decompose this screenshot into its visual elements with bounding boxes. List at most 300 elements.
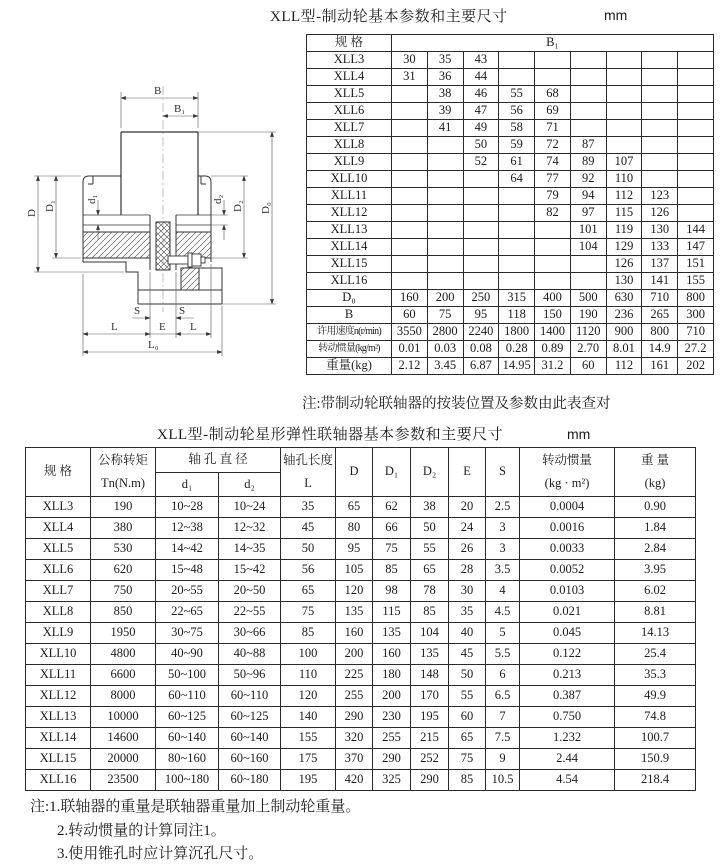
table-cell: 47 — [463, 103, 499, 120]
table-cell: 80~160 — [156, 749, 219, 770]
table-cell: 62 — [373, 497, 411, 518]
table-cell: 8.81 — [615, 602, 696, 623]
table-cell: 74.8 — [615, 707, 696, 728]
table-cell: 175 — [281, 749, 336, 770]
empty-cell — [606, 52, 642, 69]
table-cell: XLL4 — [307, 69, 392, 86]
empty-cell — [606, 103, 642, 120]
table-cell: XLL15 — [307, 256, 392, 273]
table-cell: 100 — [281, 644, 336, 665]
table-cell: 14.9 — [642, 341, 678, 358]
table-cell: 2.12 — [392, 358, 428, 375]
empty-cell — [570, 273, 606, 290]
table2-header-weight-line1: 重 量 — [640, 452, 670, 467]
table-cell: 101 — [570, 222, 606, 239]
table2-row — [26, 560, 696, 581]
table-cell: 许用速度n(r/min) — [307, 324, 392, 341]
empty-cell — [463, 205, 499, 222]
empty-cell — [499, 69, 535, 86]
table-cell: 27.2 — [678, 341, 714, 358]
dim-label-D0: D₀ — [260, 202, 272, 214]
table-cell: 4 — [486, 581, 520, 602]
table2-header-weight — [615, 448, 696, 497]
table-cell: 31.2 — [535, 358, 571, 375]
empty-cell — [392, 205, 428, 222]
table1-footer-row — [307, 324, 714, 341]
table-cell: D₀ — [307, 290, 392, 307]
table-cell: XLL16 — [307, 273, 392, 290]
empty-cell — [392, 154, 428, 171]
empty-cell — [499, 222, 535, 239]
table-cell: 43 — [463, 52, 499, 69]
table-cell: 325 — [373, 770, 411, 791]
table-cell: 1950 — [91, 623, 156, 644]
empty-cell — [570, 86, 606, 103]
empty-cell — [535, 52, 571, 69]
empty-cell — [642, 103, 678, 120]
table-cell: 170 — [411, 686, 449, 707]
table1-header-spec: 规 格 — [307, 35, 392, 52]
empty-cell — [678, 137, 714, 154]
table1-header-b1: B₁ — [392, 35, 714, 52]
table2-row — [26, 623, 696, 644]
empty-cell — [642, 154, 678, 171]
table2-header-bore-len-line1: 轴孔长度 — [283, 452, 334, 467]
table2-header-torque-line2: Tn(N.m) — [100, 475, 146, 490]
footnote-1: 注:1.联轴器的重量是联轴器重量加上制动轮重量。 — [30, 799, 361, 815]
table1-row — [307, 103, 714, 120]
table-cell: 61 — [499, 154, 535, 171]
table-cell: 320 — [336, 728, 373, 749]
table-cell: XLL14 — [26, 728, 91, 749]
table-cell: 65 — [281, 581, 336, 602]
empty-cell — [642, 137, 678, 154]
table-cell: 290 — [373, 749, 411, 770]
table-cell: 110 — [281, 665, 336, 686]
table-cell: 0.01 — [392, 341, 428, 358]
table-cell: 195 — [281, 770, 336, 791]
table-cell: 14.13 — [615, 623, 696, 644]
table-cell: XLL5 — [26, 539, 91, 560]
table-cell: 110 — [606, 171, 642, 188]
table-cell: 141 — [642, 273, 678, 290]
empty-cell — [642, 52, 678, 69]
table2-row — [26, 686, 696, 707]
dim-label-d2: d₂ — [212, 194, 224, 204]
table-cell: 36 — [427, 69, 463, 86]
table-cell: 120 — [281, 686, 336, 707]
table-cell: 0.750 — [520, 707, 615, 728]
table-cell: 500 — [570, 290, 606, 307]
empty-cell — [642, 86, 678, 103]
table-cell: 60 — [392, 307, 428, 324]
table-cell: 135 — [411, 644, 449, 665]
empty-cell — [678, 171, 714, 188]
table2-header-inertia-line2: (kg · m²) — [544, 475, 590, 490]
empty-cell — [499, 188, 535, 205]
table-cell: 112 — [606, 188, 642, 205]
table-cell: 0.28 — [499, 341, 535, 358]
dim-label-B1: B₁ — [174, 103, 186, 115]
table-cell: XLL13 — [26, 707, 91, 728]
table-cell: 40 — [449, 623, 486, 644]
table2-header-d2: d₂ — [219, 472, 281, 497]
coupling-table — [25, 447, 696, 791]
table-cell: 75 — [281, 602, 336, 623]
table-cell: 300 — [678, 307, 714, 324]
table-cell: 3.95 — [615, 560, 696, 581]
table-cell: 107 — [606, 154, 642, 171]
table-cell: 0.0016 — [520, 518, 615, 539]
table-cell: 10~28 — [156, 497, 219, 518]
table-cell: 2.84 — [615, 539, 696, 560]
table2-header-bore-len — [281, 448, 336, 497]
table-cell: 120 — [336, 581, 373, 602]
table2-header-D1: D₁ — [373, 448, 411, 497]
table-cell: 104 — [570, 239, 606, 256]
table-cell: XLL16 — [26, 770, 91, 791]
table-cell: 75 — [449, 749, 486, 770]
table2-header-inertia — [520, 448, 615, 497]
table-cell: 160 — [392, 290, 428, 307]
table-cell: 630 — [606, 290, 642, 307]
table-cell: 69 — [535, 103, 571, 120]
table2-header-inertia-line1: 转动惯量 — [542, 452, 593, 467]
empty-cell — [570, 256, 606, 273]
table-cell: 1800 — [499, 324, 535, 341]
table-cell: 105 — [336, 560, 373, 581]
table-cell: 265 — [642, 307, 678, 324]
empty-cell — [678, 154, 714, 171]
empty-cell — [499, 205, 535, 222]
table-cell: XLL13 — [307, 222, 392, 239]
table-cell: 200 — [427, 290, 463, 307]
empty-cell — [392, 137, 428, 154]
table-cell: 60~180 — [219, 770, 281, 791]
table-cell: 94 — [570, 188, 606, 205]
table-cell: 50 — [463, 137, 499, 154]
empty-cell — [570, 120, 606, 137]
table-cell: XLL11 — [26, 665, 91, 686]
table-cell: 64 — [499, 171, 535, 188]
table-cell: 44 — [463, 69, 499, 86]
table-cell: 100~180 — [156, 770, 219, 791]
table2-header-d1: d₁ — [156, 472, 219, 497]
table1-row — [307, 205, 714, 222]
empty-cell — [642, 69, 678, 86]
table-cell: 24 — [449, 518, 486, 539]
table2-row — [26, 749, 696, 770]
table-cell: 115 — [606, 205, 642, 222]
footnote-3: 3.使用锥孔时应计算沉孔尺寸。 — [57, 846, 264, 862]
table-cell: 8.01 — [606, 341, 642, 358]
table-cell: 85 — [281, 623, 336, 644]
table-cell: 0.0004 — [520, 497, 615, 518]
empty-cell — [392, 171, 428, 188]
table-cell: 133 — [642, 239, 678, 256]
dim-label-D1: D₁ — [44, 200, 56, 212]
table-cell: 35 — [281, 497, 336, 518]
table-cell: 59 — [499, 137, 535, 154]
empty-cell — [392, 239, 428, 256]
table-cell: 55 — [499, 86, 535, 103]
table1-row — [307, 239, 714, 256]
table-cell: 12~32 — [219, 518, 281, 539]
table-cell: 60 — [449, 707, 486, 728]
empty-cell — [427, 239, 463, 256]
table-cell: XLL9 — [26, 623, 91, 644]
table-cell: 10~24 — [219, 497, 281, 518]
table2-header-bore-len-line2: L — [304, 475, 312, 490]
table-cell: 22~65 — [156, 602, 219, 623]
table-cell: XLL3 — [26, 497, 91, 518]
empty-cell — [678, 52, 714, 69]
table-cell: 55 — [411, 539, 449, 560]
table-cell: 150.9 — [615, 749, 696, 770]
table-cell: 38 — [427, 86, 463, 103]
table-cell: 315 — [499, 290, 535, 307]
empty-cell — [463, 273, 499, 290]
empty-cell — [678, 188, 714, 205]
empty-cell — [392, 86, 428, 103]
table-cell: 255 — [336, 686, 373, 707]
footnotes — [30, 796, 360, 867]
table2-row — [26, 602, 696, 623]
table-cell: 126 — [642, 205, 678, 222]
table-cell: 3.5 — [486, 560, 520, 581]
table-cell: 800 — [678, 290, 714, 307]
table-cell: 218.4 — [615, 770, 696, 791]
table2-row — [26, 665, 696, 686]
table-cell: 10.5 — [486, 770, 520, 791]
table-cell: 71 — [535, 120, 571, 137]
table-cell: 14600 — [91, 728, 156, 749]
table-cell: XLL7 — [307, 120, 392, 137]
table-cell: 130 — [606, 273, 642, 290]
brake-wheel-table — [306, 34, 714, 375]
footnote-2: 2.转动惯量的计算同注1。 — [57, 822, 226, 839]
table-cell: 14~42 — [156, 539, 219, 560]
empty-cell — [427, 171, 463, 188]
dim-lines-right — [198, 132, 276, 304]
table-cell: 23500 — [91, 770, 156, 791]
table-cell: 115 — [373, 602, 411, 623]
empty-cell — [499, 239, 535, 256]
table-cell: XLL5 — [307, 86, 392, 103]
table-cell: 161 — [642, 358, 678, 375]
table-cell: XLL8 — [307, 137, 392, 154]
table-cell: 0.90 — [615, 497, 696, 518]
table-cell: 35 — [427, 52, 463, 69]
empty-cell — [427, 205, 463, 222]
table-cell: 155 — [678, 273, 714, 290]
dim-label-D2: D₂ — [232, 200, 244, 212]
table-cell: 20000 — [91, 749, 156, 770]
table-cell: 39 — [427, 103, 463, 120]
empty-cell — [499, 52, 535, 69]
table2-header-row1 — [26, 448, 696, 473]
table2-row — [26, 497, 696, 518]
table-cell: 147 — [678, 239, 714, 256]
table-cell: 180 — [373, 665, 411, 686]
table2-row — [26, 539, 696, 560]
table-cell: 87 — [570, 137, 606, 154]
table-cell: 2240 — [463, 324, 499, 341]
table1-header-row — [307, 35, 714, 52]
table-cell: 28 — [449, 560, 486, 581]
table-cell: 60 — [570, 358, 606, 375]
empty-cell — [535, 222, 571, 239]
table-cell: 255 — [373, 728, 411, 749]
table-cell: 6600 — [91, 665, 156, 686]
dim-label-B: B — [154, 85, 162, 97]
empty-cell — [678, 120, 714, 137]
table-cell: 1400 — [535, 324, 571, 341]
table-cell: 55 — [449, 686, 486, 707]
table-cell: 290 — [336, 707, 373, 728]
table-cell: 2.70 — [570, 341, 606, 358]
table1-row — [307, 86, 714, 103]
table-cell: 66 — [373, 518, 411, 539]
table-cell: 38 — [411, 497, 449, 518]
table-cell: 250 — [463, 290, 499, 307]
left-hub-section — [83, 232, 150, 258]
empty-cell — [427, 154, 463, 171]
empty-cell — [427, 188, 463, 205]
table-cell: 50 — [449, 665, 486, 686]
empty-cell — [678, 103, 714, 120]
table-cell: 82 — [535, 205, 571, 222]
table-cell: 137 — [642, 256, 678, 273]
table-cell: XLL10 — [26, 644, 91, 665]
table-cell: 6.5 — [486, 686, 520, 707]
table-cell: 130 — [642, 222, 678, 239]
empty-cell — [678, 86, 714, 103]
table-cell: 236 — [606, 307, 642, 324]
table-cell: 65 — [336, 497, 373, 518]
empty-cell — [570, 103, 606, 120]
table-cell: 200 — [373, 686, 411, 707]
table1-row — [307, 137, 714, 154]
table-cell: 75 — [373, 539, 411, 560]
table-cell: 155 — [281, 728, 336, 749]
empty-cell — [570, 52, 606, 69]
empty-cell — [427, 273, 463, 290]
table-cell: 60~140 — [219, 728, 281, 749]
table-cell: 74 — [535, 154, 571, 171]
table-cell: 85 — [373, 560, 411, 581]
dim-label-L-right: L — [190, 321, 197, 333]
table1-row — [307, 273, 714, 290]
table-cell: 10000 — [91, 707, 156, 728]
table-cell: 215 — [411, 728, 449, 749]
empty-cell — [499, 273, 535, 290]
dim-label-D: D — [26, 209, 38, 217]
empty-cell — [678, 69, 714, 86]
table1-title: XLL型-制动轮基本参数和主要尺寸 — [270, 9, 508, 25]
table-cell: 100.7 — [615, 728, 696, 749]
table-cell: 225 — [336, 665, 373, 686]
table-cell: 160 — [373, 644, 411, 665]
table-cell: 0.213 — [520, 665, 615, 686]
table-cell: 1.232 — [520, 728, 615, 749]
table1-footer-row — [307, 341, 714, 358]
table-cell: 35.3 — [615, 665, 696, 686]
table2-row — [26, 707, 696, 728]
table-cell: 30~66 — [219, 623, 281, 644]
table-cell: 41 — [427, 120, 463, 137]
table-cell: 5.5 — [486, 644, 520, 665]
table-cell: XLL9 — [307, 154, 392, 171]
table-cell: 97 — [570, 205, 606, 222]
empty-cell — [606, 137, 642, 154]
table-cell: 35 — [449, 602, 486, 623]
table-cell: 150 — [535, 307, 571, 324]
table-cell: XLL12 — [307, 205, 392, 222]
table-cell: 7 — [486, 707, 520, 728]
empty-cell — [392, 222, 428, 239]
table-cell: 45 — [281, 518, 336, 539]
table-cell: 620 — [91, 560, 156, 581]
table-cell: 290 — [411, 770, 449, 791]
table-cell: 135 — [373, 623, 411, 644]
table-cell: XLL11 — [307, 188, 392, 205]
empty-cell — [463, 171, 499, 188]
table-cell: XLL3 — [307, 52, 392, 69]
dim-label-S-right: S — [179, 305, 186, 317]
table2-header-spec: 规 格 — [26, 448, 91, 497]
table-cell: 380 — [91, 518, 156, 539]
table2-row — [26, 770, 696, 791]
table-cell: 200 — [336, 644, 373, 665]
table-cell: 230 — [373, 707, 411, 728]
table-cell: 750 — [91, 581, 156, 602]
table-cell: 30 — [449, 581, 486, 602]
table2-header-torque — [91, 448, 156, 497]
table-cell: 6.87 — [463, 358, 499, 375]
table-cell: XLL10 — [307, 171, 392, 188]
table-cell: 0.122 — [520, 644, 615, 665]
table-cell: 119 — [606, 222, 642, 239]
table1-row — [307, 154, 714, 171]
table2-header-E: E — [449, 448, 486, 497]
empty-cell — [463, 239, 499, 256]
table-cell: 68 — [535, 86, 571, 103]
table1-note: 注:带制动轮联轴器的按装位置及参数由此表查对 — [302, 396, 611, 412]
table-cell: 0.387 — [520, 686, 615, 707]
table-cell: 190 — [91, 497, 156, 518]
table-cell: B — [307, 307, 392, 324]
table-cell: XLL6 — [307, 103, 392, 120]
table1-row — [307, 222, 714, 239]
table-cell: 900 — [606, 324, 642, 341]
table1-footer-row — [307, 307, 714, 324]
empty-cell — [535, 256, 571, 273]
table-cell: 49.9 — [615, 686, 696, 707]
table-cell: 400 — [535, 290, 571, 307]
table-cell: 148 — [411, 665, 449, 686]
table-cell: 1.84 — [615, 518, 696, 539]
table1-row — [307, 256, 714, 273]
empty-cell — [463, 188, 499, 205]
table-cell: XLL15 — [26, 749, 91, 770]
table-cell: 重量(kg) — [307, 358, 392, 375]
empty-cell — [427, 222, 463, 239]
table-cell: 79 — [535, 188, 571, 205]
table-cell: 77 — [535, 171, 571, 188]
table-cell: 370 — [336, 749, 373, 770]
table-cell: 25.4 — [615, 644, 696, 665]
